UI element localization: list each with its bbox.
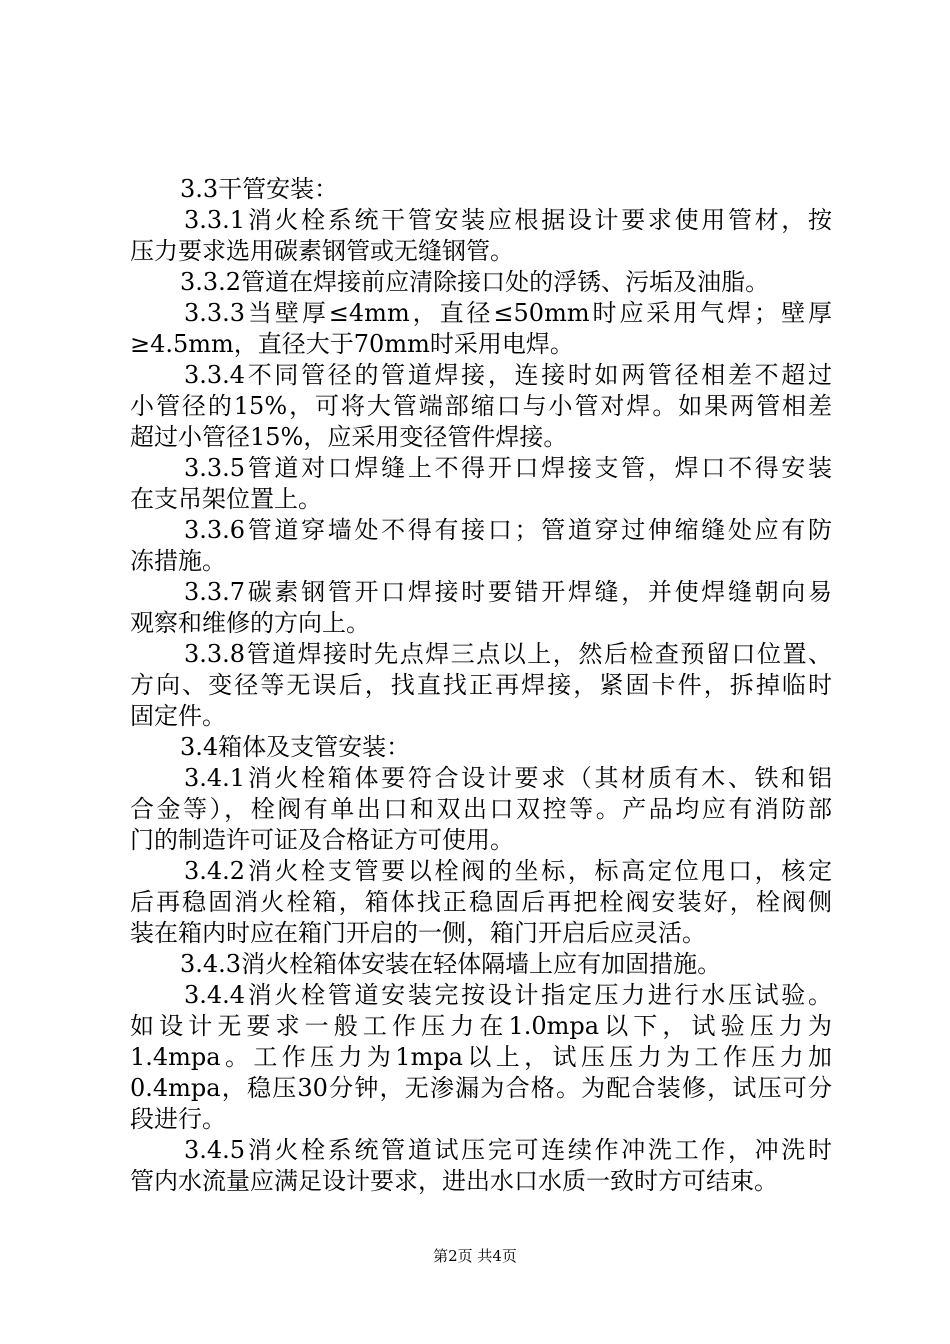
paragraph-line: 超过小管径15%，应采用变径管件焊接。 bbox=[130, 423, 568, 451]
paragraph-line: 3.3.4不同管径的管道焊接，连接时如两管径相差不超过 bbox=[184, 361, 832, 389]
section-heading-3-3: 3.3干管安装： bbox=[180, 175, 339, 203]
paragraph-line: 3.3.2管道在焊接前应清除接口处的浮锈、污垢及油脂。 bbox=[180, 268, 770, 296]
paragraph-line: 3.3.3当壁厚≤4mm，直径≤50mm时应采用气焊；壁厚 bbox=[184, 299, 832, 327]
paragraph-line: 3.3.5管道对口焊缝上不得开口焊接支管，焊口不得安装 bbox=[184, 454, 832, 482]
paragraph-line: 冻措施。 bbox=[130, 547, 226, 575]
paragraph-line: 观察和维修的方向上。 bbox=[130, 609, 370, 637]
paragraph-line: 3.4.4消火栓管道安装完按设计指定压力进行水压试验。 bbox=[184, 981, 832, 1009]
paragraph-line: 固定件。 bbox=[130, 702, 226, 730]
paragraph-line: 如设计无要求一般工作压力在1.0mpa以下，试验压力为 bbox=[130, 1012, 832, 1040]
paragraph-line: 段进行。 bbox=[130, 1105, 226, 1133]
paragraph-line: 3.3.1消火栓系统干管安装应根据设计要求使用管材，按 bbox=[184, 206, 832, 234]
paragraph-line: 管内水流量应满足设计要求，进出水口水质一致时方可结束。 bbox=[130, 1167, 778, 1195]
paragraph-line: 3.4.1消火栓箱体要符合设计要求（其材质有木、铁和铝 bbox=[184, 764, 832, 792]
paragraph-line: 在支吊架位置上。 bbox=[130, 485, 322, 513]
page-number-footer: 第2页 共4页 bbox=[433, 1247, 517, 1265]
paragraph-line: 小管径的15%，可将大管端部缩口与小管对焊。如果两管相差 bbox=[130, 392, 832, 420]
paragraph-line: 装在箱内时应在箱门开启的一侧，箱门开启后应灵活。 bbox=[130, 919, 706, 947]
paragraph-line: 3.4.5消火栓系统管道试压完可连续作冲洗工作，冲洗时 bbox=[184, 1136, 832, 1164]
section-heading-3-4: 3.4箱体及支管安装： bbox=[180, 733, 411, 761]
paragraph-line: 3.3.6管道穿墙处不得有接口；管道穿过伸缩缝处应有防 bbox=[184, 516, 832, 544]
paragraph-line: 3.3.8管道焊接时先点焊三点以上，然后检查预留口位置、 bbox=[184, 640, 832, 668]
paragraph-line: 压力要求选用碳素钢管或无缝钢管。 bbox=[130, 237, 514, 265]
paragraph-line: 3.4.3消火栓箱体安装在轻体隔墙上应有加固措施。 bbox=[180, 950, 722, 978]
paragraph-line: 后再稳固消火栓箱，箱体找正稳固后再把栓阀安装好，栓阀侧 bbox=[130, 888, 832, 916]
paragraph-line: ≥4.5mm，直径大于70mm时采用电焊。 bbox=[130, 330, 574, 358]
paragraph-line: 方向、变径等无误后，找直找正再焊接，紧固卡件，拆掉临时 bbox=[130, 671, 832, 699]
paragraph-line: 合金等），栓阀有单出口和双出口双控等。产品均应有消防部 bbox=[130, 795, 832, 823]
paragraph-line: 3.4.2消火栓支管要以栓阀的坐标，标高定位甩口，核定 bbox=[184, 857, 832, 885]
paragraph-line: 1.4mpa。工作压力为1mpa以上，试压压力为工作压力加 bbox=[130, 1043, 832, 1071]
paragraph-line: 门的制造许可证及合格证方可使用。 bbox=[130, 826, 514, 854]
paragraph-line: 0.4mpa，稳压30分钟，无渗漏为合格。为配合装修，试压可分 bbox=[130, 1074, 832, 1102]
document-body bbox=[130, 174, 832, 1197]
paragraph-line: 3.3.7碳素钢管开口焊接时要错开焊缝，并使焊缝朝向易 bbox=[184, 578, 832, 606]
